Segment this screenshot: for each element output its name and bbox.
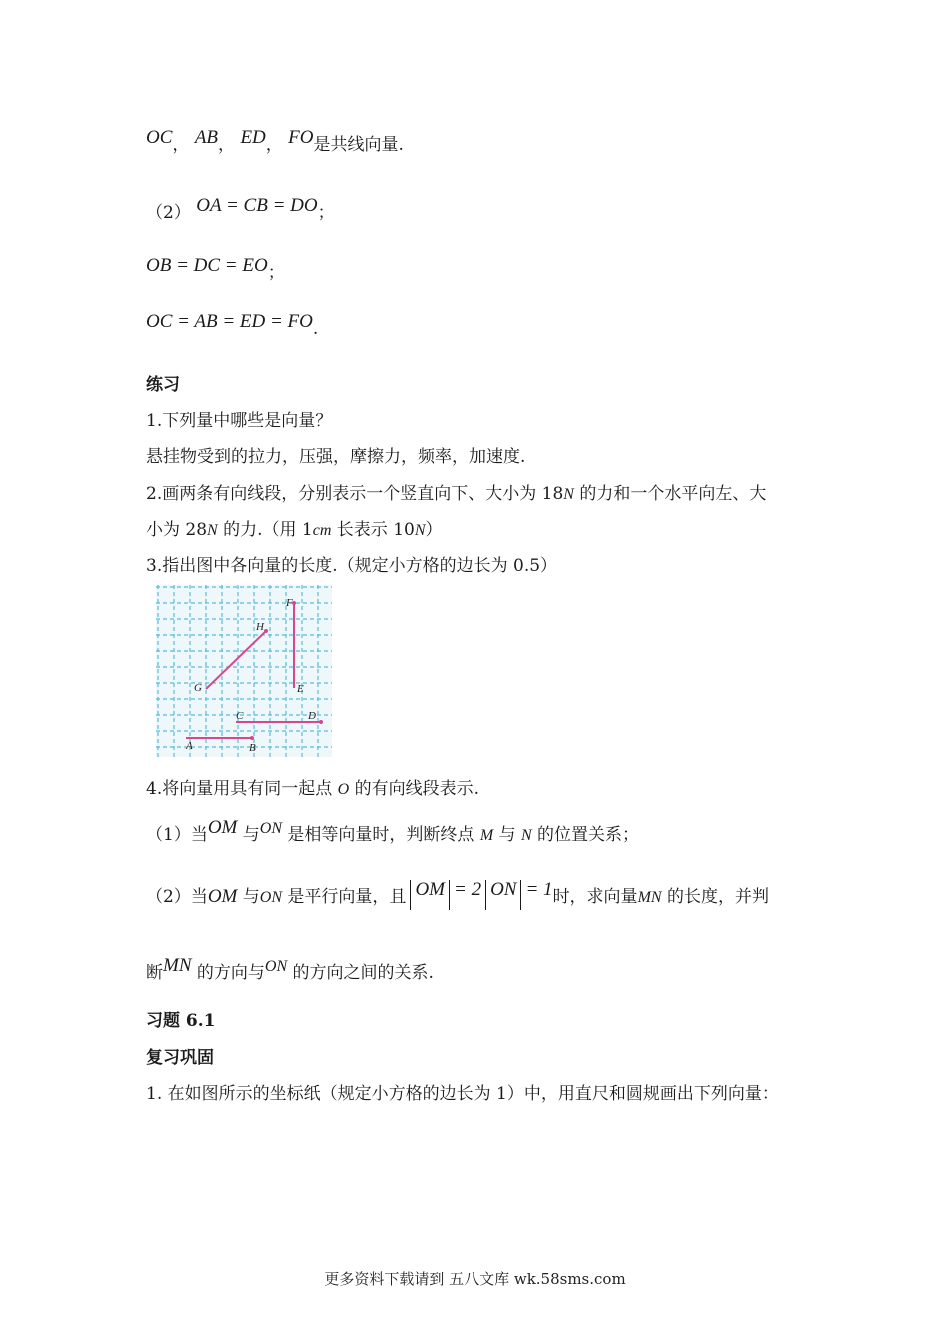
point-d [319, 720, 323, 724]
vector-ab: AB [194, 127, 219, 148]
vector-grid-figure [156, 585, 332, 757]
vector-oc: OC [146, 127, 173, 148]
label-c: C [236, 710, 244, 722]
exercise-q1: 1. 在如图所示的坐标纸（规定小方格的边长为 1）中，用直尺和圆规画出下列向量： [146, 1084, 779, 1104]
label-a: A [186, 740, 193, 752]
practice-q2-line1: 2.画两条有向线段，分别表示一个竖直向下、大小为 18N 的力和一个水平向左、大 [146, 484, 767, 504]
point-b [250, 736, 254, 740]
equation-4: OC = AB = ED = FO. [146, 311, 319, 339]
label-d: D [308, 710, 316, 722]
equation-2: （2） OA = CB = DO； [146, 195, 335, 223]
label-b: B [249, 742, 256, 754]
practice-q1: 1.下列量中哪些是向量？ [146, 411, 333, 431]
practice-q3: 3.指出图中各向量的长度.（规定小方格的边长为 0.5） [146, 556, 558, 576]
practice-q4-2-cont: 断MN 的方向与ON 的方向之间的关系. [146, 955, 434, 983]
practice-q1-items: 悬挂物受到的拉力，压强，摩擦力，频率，加速度. [146, 447, 526, 467]
abs-bar [449, 880, 450, 910]
abs-bar [485, 880, 486, 910]
label-f: F [286, 597, 293, 609]
point-h [264, 629, 268, 633]
exercise-heading: 习题 6.1 [146, 1011, 216, 1031]
practice-q2-line2: 小为 28N 的力.（用 1cm 长表示 10N） [146, 520, 443, 540]
practice-q4-1: （1）当OM 与ON 是相等向量时，判断终点 M 与 N 的位置关系； [146, 817, 640, 845]
exercise-subheading: 复习巩固 [146, 1048, 214, 1068]
equation-3: OB = DC = EO； [146, 255, 285, 283]
label-g: G [194, 682, 202, 694]
vector-fo: FO [288, 127, 314, 148]
label-h: H [256, 621, 264, 633]
practice-q4: 4.将向量用具有同一起点 O 的有向线段表示. [146, 779, 479, 799]
practice-q4-2: （2）当OM 与ON 是平行向量，且 OM = 2 ON = 1时，求向量MN 的长度，并判 [146, 880, 769, 910]
abs-bar [410, 880, 411, 910]
practice-heading: 练习 [146, 375, 180, 395]
vector-grid-svg [156, 585, 332, 757]
label-e: E [297, 683, 304, 695]
footer-text: 更多资料下载请到 五八文库 wk.58sms.com [324, 1270, 626, 1288]
abs-bar [520, 880, 521, 910]
vector-ed: ED [240, 127, 266, 148]
collinear-line: OC， AB， ED， FO是共线向量. [146, 127, 404, 155]
collinear-tail: 是共线向量. [313, 135, 404, 155]
